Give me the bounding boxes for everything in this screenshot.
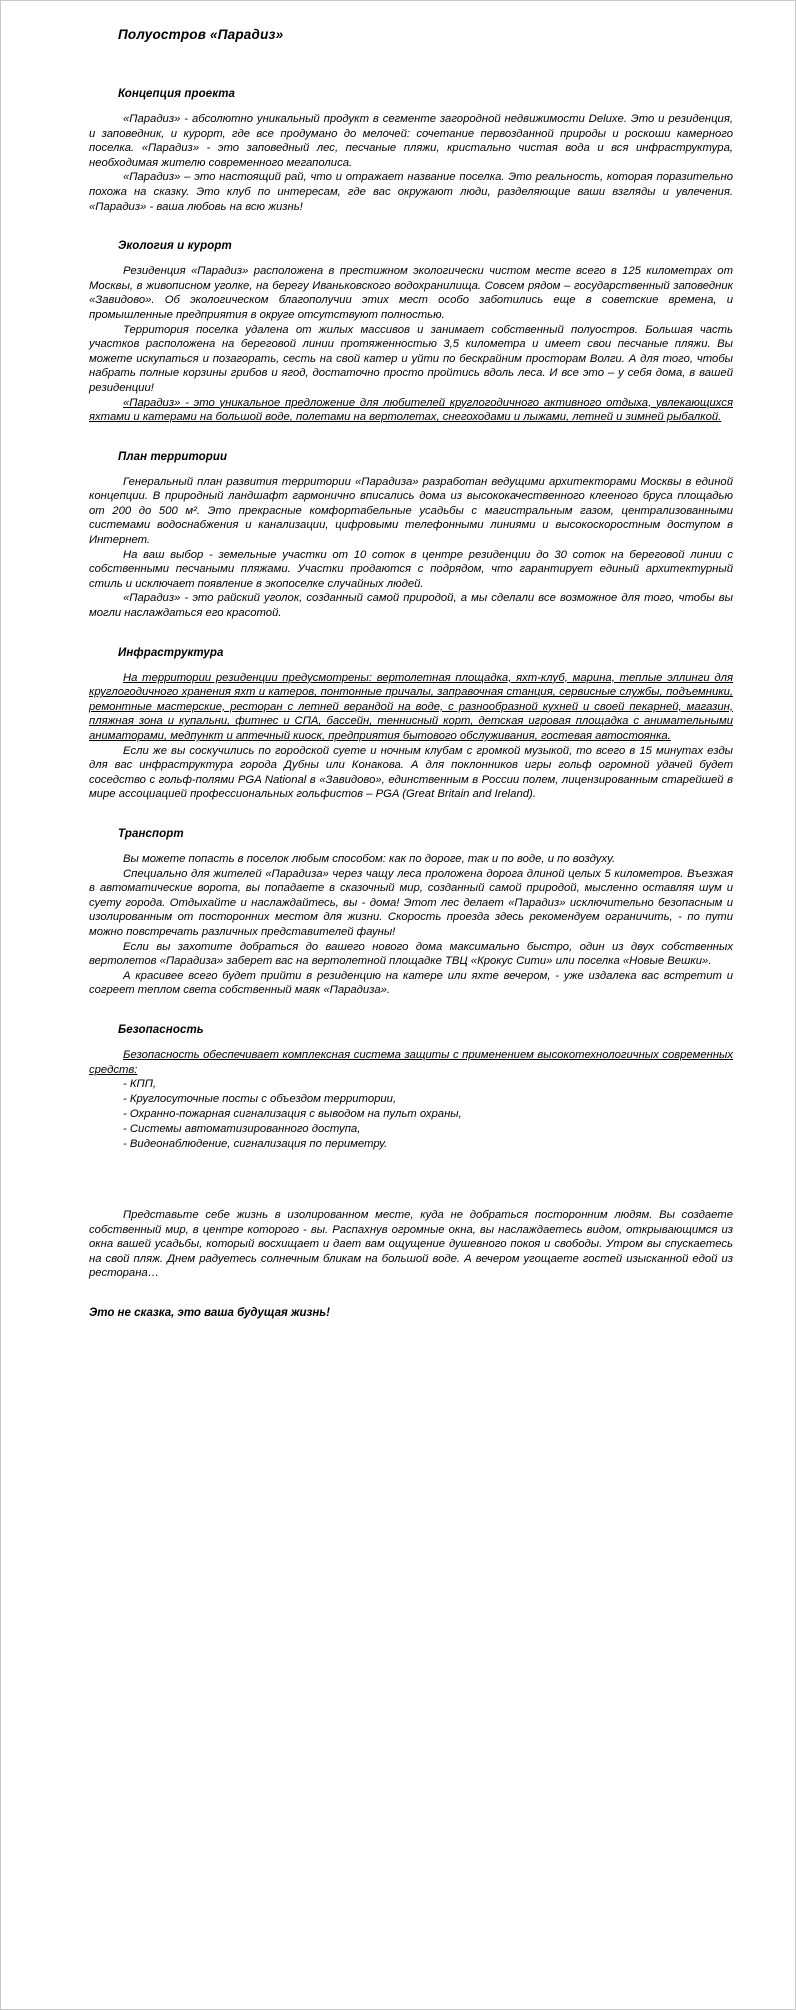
page-title: Полуостров «Парадиз» [118, 27, 284, 42]
paragraph: Безопасность обеспечивает комплексная система защиты с применением высокотехнологичных современных средств: [89, 1048, 733, 1076]
paragraph: Если вы захотите добраться до вашего нового дома максимально быстро, один из двух собственных вертолетов «Парадиза» заберет вас на вертолетной площадке ТВЦ «Крокус Сити» или поселка «Новые Вешки». [89, 940, 733, 968]
section-ecology [63, 240, 733, 425]
section-body-infrastructure [89, 671, 733, 802]
paragraph: «Парадиз» – это настоящий рай, что и отражает название поселка. Это реальность, которая поразительно похожа на сказку. Это клуб по интересам, где вас окружают люди, разделяющие ваши взгляды и увлечения. «Парадиз» - ваша любовь на всю жизнь! [89, 171, 733, 213]
closing-line: Это не сказка, это ваша будущая жизнь! [89, 1307, 330, 1320]
section-heading-infrastructure: Инфраструктура [118, 646, 224, 659]
spacer [63, 1152, 733, 1198]
section-plan [63, 451, 733, 621]
paragraph: Специально для жителей «Парадиза» через чащу леса проложена дорога длиной целых 5 километров. Въезжая в автоматические ворота, вы попадаете в сказочный мир, созданный самой природой, мысленно оставляя шум и суету города. Отдыхайте и наслаждайтесь, вы - дома! Этот лес делает «Парадиз» исключительно безопасным и изолированным от посторонних местом для жизни. Скорость проезда здесь рекомендуем ограничить, - по пути можно повстречать различных представителей фауны! [89, 867, 733, 938]
section-body-concept [89, 112, 733, 214]
list-item: - Охранно-пожарная сигнализация с выводом на пульт охраны, [123, 1108, 462, 1121]
paragraph: «Парадиз» - абсолютно уникальный продукт в сегменте загородной недвижимости Deluxe. Это и резиденция, и заповедник, и курорт, где все продумано до мелочей: сочетание первозданной природы и роскоши камерного поселка. «Парадиз» - это заповедный лес, песчаные пляжи, кристально чистая вода и вся инфраструктура, необходимая жителю современного мегаполиса. [89, 113, 733, 169]
section-security [63, 1024, 733, 1152]
paragraph: «Парадиз» - это райский уголок, созданный самой природой, а мы сделали все возможное для того, чтобы вы могли наслаждаться его красотой. [89, 592, 733, 620]
list-item: - Системы автоматизированного доступа, [123, 1123, 361, 1136]
paragraph: На ваш выбор - земельные участки от 10 соток в центре резиденции до 30 соток на береговой линии с собственными песчаными пляжами. Участки продаются с подрядом, что гарантирует единый архитектурный стиль и исключает появление в экопоселке случайных людей. [89, 548, 733, 590]
section-heading-security: Безопасность [118, 1023, 204, 1036]
paragraph: На территории резиденции предусмотрены: вертолетная площадка, яхт-клуб, марина, теплые эллинги для круглогодичного хранения яхт и катеров, понтонные причалы, заправочная станция, сервисные службы, подъемники, ремонтные мастерские, ресторан с летней верандой на воде, с разнообразной кухней и своей пекарней, магазин, пляжная зона и купальни, фитнес и СПА, бассейн, теннисный корт, детская игровая площадка с анимательными аниматорами, медпункт и аптечный киоск, предприятия бытового обслуживания, гостевая автостоянка. [89, 671, 733, 742]
list-item: - Видеонаблюдение, сигнализация по периметру. [123, 1138, 388, 1151]
paragraph: Генеральный план развития территории «Парадиза» разработан ведущими архитекторами Москвы в единой концепции. В природный ландшафт гармонично вписались дома из высококачественного клееного бруса площадью от 200 до 500 м². Это прекрасные комфортабельные усадьбы с магистральным газом, централизованными системами водоснабжения и канализации, цифровыми телефонными линиями и высокоскоростным доступом в Интернет. [89, 475, 733, 547]
section-body-plan [89, 475, 733, 621]
section-transport [63, 828, 733, 998]
paragraph: «Парадиз» - это уникальное предложение для любителей круглогодичного активного отдыха, увлекающихся яхтами и катерами на большой воде, полетами на вертолетах, снегоходами и лыжами, летней и зимней рыбалкой. [89, 396, 733, 424]
paragraph: А красивее всего будет прийти в резиденцию на катере или яхте вечером, - уже издалека вас встретит и согреет теплом света собственный маяк «Парадиза». [89, 969, 733, 997]
section-closing [63, 1208, 733, 1319]
section-infrastructure [63, 647, 733, 802]
list-item: - Круглосуточные посты с объездом территории, [123, 1093, 397, 1106]
section-heading-ecology: Экология и курорт [118, 240, 232, 253]
paragraph: Территория поселка удалена от жилых массивов и занимает собственный полуостров. Большая часть участков расположена на береговой линии протяженностью 3,5 километра и имеет свои песчаные пляжи. Вы можете искупаться и позагорать, сесть на свой катер и уйти по бескрайним просторам Волги. А для того, чтобы набрать полные корзины грибов и ягод, достаточно просто пройтись вдоль леса. И все это – у себя дома, в вашей резиденции! [89, 323, 733, 394]
section-heading-plan: План территории [118, 450, 228, 463]
paragraph: Представьте себе жизнь в изолированном месте, куда не добраться посторонним людям. Вы создаете собственный мир, в центре которого - вы. Распахнув огромные окна, вы наслаждаетесь видом, открывающимся из окна вашей усадьбы, который восхищает и дает вам ощущение душевного покоя и свободы. Утром вы спускаетесь на свой пляж. Днем радуетесь солнечным бликам на большой воде. А вечером угощаете гостей изысканной едой из ресторана… [89, 1209, 733, 1280]
section-heading-concept: Концепция проекта [118, 88, 236, 100]
section-body-ecology [89, 264, 733, 425]
section-body-security [89, 1048, 733, 1152]
paragraph: Вы можете попасть в поселок любым способом: как по дороге, так и по воде, и по воздуху. [123, 852, 616, 865]
section-body-closing [89, 1208, 733, 1281]
section-body-transport [89, 852, 733, 998]
list-item: - КПП, [123, 1078, 157, 1091]
section-heading-transport: Транспорт [118, 827, 184, 840]
section-concept [63, 88, 733, 214]
paragraph: Резиденция «Парадиз» расположена в престижном экологически чистом месте всего в 125 километрах от Москвы, в живописном уголке, на берегу Иваньковского водохранилища. Совсем рядом – государственный заповедник «Завидово». Об экологическом благополучии этих мест особо заботились еще в советские времена, и промышленные предприятия в округе отсутствуют полностью. [89, 265, 733, 321]
paragraph: Если же вы соскучились по городской суете и ночным клубам с громкой музыкой, то всего в 15 минутах езды для вас инфраструктура города Дубны или Конакова. А для поклонников игры гольф огромной удачей будет соседство с гольф-полями PGA National в «Завидово», единственным в России полем, лицензированным старейшей в мире ассоциацией профессиональных гольфистов – PGA (Great Britain and Ireland). [89, 744, 733, 801]
